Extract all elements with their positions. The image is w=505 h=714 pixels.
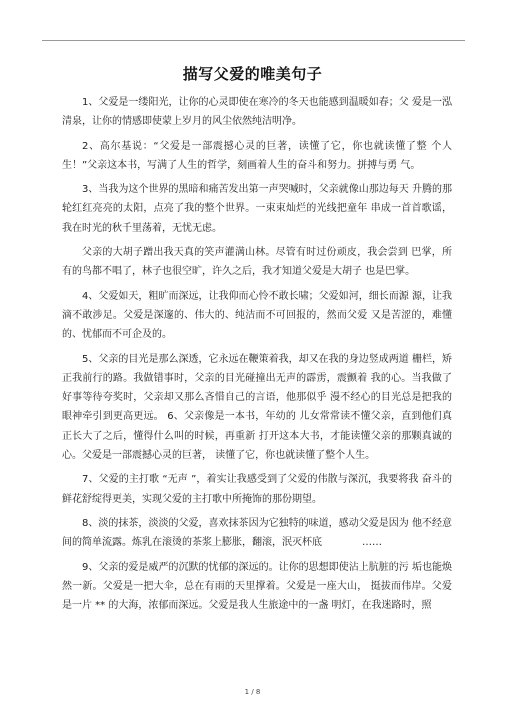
paragraph-7: 7、父爱的主打歌 “无声 ”，着实让我感受到了父爱的伟散与深沉，我要将我 奋斗的鲜花舒绽得更美，实现父爱的主打歌中所掩饰的那份期望。 [62, 474, 452, 505]
paragraph-3: 3、当我为这个世界的黑暗和痛苦发出第一声哭喊时，父亲就像山那边每天 升腾的那轮红红亮亮的太阳，点亮了我的整个世界。一束束灿烂的光线把童年 串成一首首歌谣，我在时光的秋千里荡着，无忧无虑。 [62, 184, 452, 234]
paragraph-1: 1、父爱是一缕阳光，让你的心灵即使在寒冷的冬天也能感到温暖如春；父 爱是一泓清泉，让你的情感即使蒙上岁月的风尘依然纯洁明净。 [62, 97, 452, 128]
page-number: 1 / 8 [244, 688, 261, 696]
paragraph-9: 9、父亲的爱是威严的沉默的忧郁的深远的。让你的思想即使沾上肮脏的污 垢也能焕然一新。父爱是一把大伞，总在有雨的天里撑着。父爱是一座大山， 挺拔而伟岸。父爱是一片 ** 的大海，浓郁而深远。父爱是我人生旅途中的一盏 明灯，在我迷路时，照 [62, 561, 452, 612]
page-title: 描写父爱的唯美句子 [182, 65, 323, 83]
paragraph-5: 4、父爱如天，粗旷而深远，让我仰而心怜不敢长啸；父爱如河，细长而源 源，让我滴不敢涉足。父爱是深邃的、伟大的、纯洁而不可回报的，然而父爱 又是苦涩的，难懂的、忧郁而不可企及的。 [62, 290, 452, 341]
paragraph-2: 2、高尔基说：“父爱是一部震撼心灵的巨著，读懂了它，你也就读懂了整 个人生！”父亲这本书，写满了人生的哲学，刻画着人生的奋斗和努力。拼搏与勇 气。 [62, 140, 452, 171]
header-rule [42, 40, 465, 41]
paragraph-4: 父亲的大胡子蹭出我天真的笑声灌满山林。尽管有时过份顽皮，我会尝到 巴掌，所有的鸟都不唱了，林子也很空旷，许久之后，我才知道父爱是大胡子 也是巴掌。 [62, 247, 452, 278]
paragraph-6: 5、父亲的目光是那么深透，它永远在鞭策着我，却又在我的身边竖成两道 栅栏，矫正我前行的路。我做错事时，父亲的目光碰撞出无声的霹雳，震颤着 我的心。当我做了好事等待夸奖时，父亲却又那么吝惜自己的言语，他那似乎 漫不经心的目光总是把我的眼神牵引到更高更远。 6、父亲像是一本书，年幼的 儿女常常读不懂父亲，直到他们真正长大了之后，懂得什么叫的时候，再重新 打开这本大书，才能读懂父亲的那颗真诚的心。父爱是一部震撼心灵的巨著， 读懂了它，你也就读懂了整个人生。 [62, 353, 452, 462]
paragraph-8: 8、淡的抹茶，淡淡的父爱，喜欢抹茶因为它独特的味道，感动父爱是因为 他不经意间的简单流露。炼乳在滚烫的茶浆上膨胀，翻滚，泯灭杯底 …… [62, 517, 452, 549]
document-body [62, 93, 452, 620]
